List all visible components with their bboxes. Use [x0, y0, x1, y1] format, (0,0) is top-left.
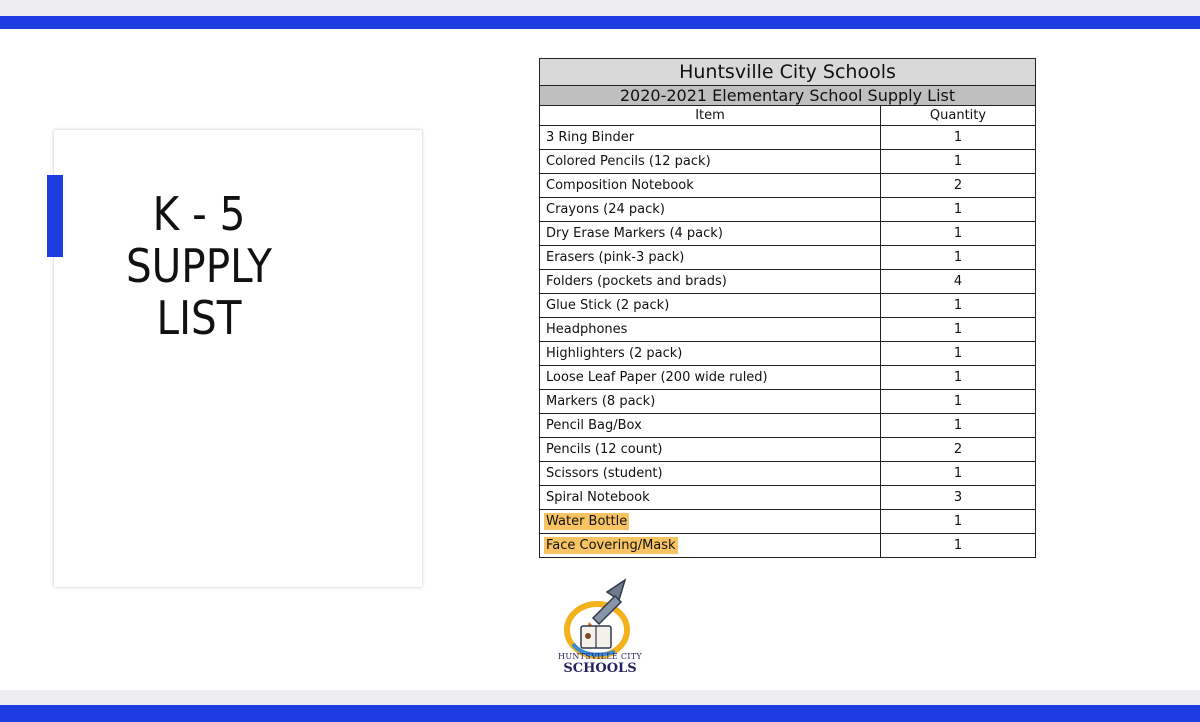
top-accent-bar	[0, 16, 1200, 29]
item-cell	[540, 126, 881, 150]
item-name: Pencil Bag/Box	[546, 418, 642, 433]
quantity-cell: 1	[881, 342, 1036, 366]
bottom-frame	[0, 690, 1200, 705]
item-name: Colored Pencils (12 pack)	[546, 154, 711, 169]
quantity-cell: 1	[881, 126, 1036, 150]
quantity-cell: 1	[881, 390, 1036, 414]
title-accent-bar	[47, 175, 63, 257]
table-row	[540, 438, 1036, 462]
item-name: Erasers (pink-3 pack)	[546, 250, 685, 265]
item-cell	[540, 174, 881, 198]
bottom-accent-bar	[0, 705, 1200, 722]
item-cell	[540, 486, 881, 510]
item-cell	[540, 246, 881, 270]
item-cell	[540, 510, 881, 534]
quantity-cell: 1	[881, 294, 1036, 318]
table-row	[540, 414, 1036, 438]
item-name: Markers (8 pack)	[546, 394, 656, 409]
item-cell	[540, 390, 881, 414]
table-row	[540, 198, 1036, 222]
item-name: Dry Erase Markers (4 pack)	[546, 226, 723, 241]
table-row	[540, 486, 1036, 510]
quantity-cell: 1	[881, 366, 1036, 390]
table-row	[540, 222, 1036, 246]
slide-title	[71, 188, 326, 344]
column-header-quantity: Quantity	[881, 106, 1036, 126]
table-school-row	[540, 59, 1036, 86]
table-row	[540, 294, 1036, 318]
item-cell	[540, 294, 881, 318]
item-cell	[540, 462, 881, 486]
item-cell	[540, 318, 881, 342]
table-row	[540, 342, 1036, 366]
table-row	[540, 246, 1036, 270]
item-name: Headphones	[546, 322, 628, 337]
table-row	[540, 126, 1036, 150]
quantity-cell: 1	[881, 462, 1036, 486]
quantity-cell: 1	[881, 510, 1036, 534]
table-subtitle-row	[540, 86, 1036, 106]
item-cell	[540, 414, 881, 438]
quantity-cell: 2	[881, 438, 1036, 462]
quantity-cell: 1	[881, 150, 1036, 174]
item-name: Pencils (12 count)	[546, 442, 663, 457]
table-header-row	[540, 106, 1036, 126]
quantity-cell: 1	[881, 222, 1036, 246]
quantity-cell: 1	[881, 246, 1036, 270]
table-row	[540, 174, 1036, 198]
item-cell	[540, 366, 881, 390]
title-line-list: LIST	[156, 291, 242, 345]
logo-text-city: HUNTSVILLE CITY	[558, 652, 642, 661]
item-cell	[540, 270, 881, 294]
highlighted-item-name: Face Covering/Mask	[546, 538, 676, 553]
highlighted-item-name: Water Bottle	[546, 514, 628, 529]
item-name: Loose Leaf Paper (200 wide ruled)	[546, 370, 768, 385]
quantity-cell: 4	[881, 270, 1036, 294]
school-name: Huntsville City Schools	[540, 59, 1036, 86]
table-row	[540, 366, 1036, 390]
table-row	[540, 270, 1036, 294]
item-cell	[540, 534, 881, 558]
title-line-supply: SUPPLY	[125, 239, 273, 293]
quantity-cell: 1	[881, 198, 1036, 222]
item-name: Glue Stick (2 pack)	[546, 298, 670, 313]
item-cell	[540, 438, 881, 462]
table-row	[540, 150, 1036, 174]
quantity-cell: 1	[881, 318, 1036, 342]
title-line-grade: K - 5	[152, 187, 246, 241]
column-header-item: Item	[540, 106, 881, 126]
table-row	[540, 318, 1036, 342]
supply-table	[539, 58, 1036, 558]
logo-text-schools: SCHOOLS	[563, 661, 637, 676]
quantity-cell: 1	[881, 534, 1036, 558]
item-cell	[540, 198, 881, 222]
top-frame	[0, 0, 1200, 16]
item-name: Folders (pockets and brads)	[546, 274, 727, 289]
table-row	[540, 534, 1036, 558]
table-row	[540, 390, 1036, 414]
item-name: Crayons (24 pack)	[546, 202, 665, 217]
table-row	[540, 462, 1036, 486]
item-cell	[540, 342, 881, 366]
item-name: 3 Ring Binder	[546, 130, 635, 145]
list-subtitle: 2020-2021 Elementary School Supply List	[540, 86, 1036, 106]
item-name: Scissors (student)	[546, 466, 663, 481]
item-name: Spiral Notebook	[546, 490, 650, 505]
table-row	[540, 510, 1036, 534]
quantity-cell: 1	[881, 414, 1036, 438]
item-name: Highlighters (2 pack)	[546, 346, 683, 361]
item-cell	[540, 150, 881, 174]
quantity-cell: 2	[881, 174, 1036, 198]
item-cell	[540, 222, 881, 246]
item-name: Composition Notebook	[546, 178, 694, 193]
quantity-cell: 3	[881, 486, 1036, 510]
